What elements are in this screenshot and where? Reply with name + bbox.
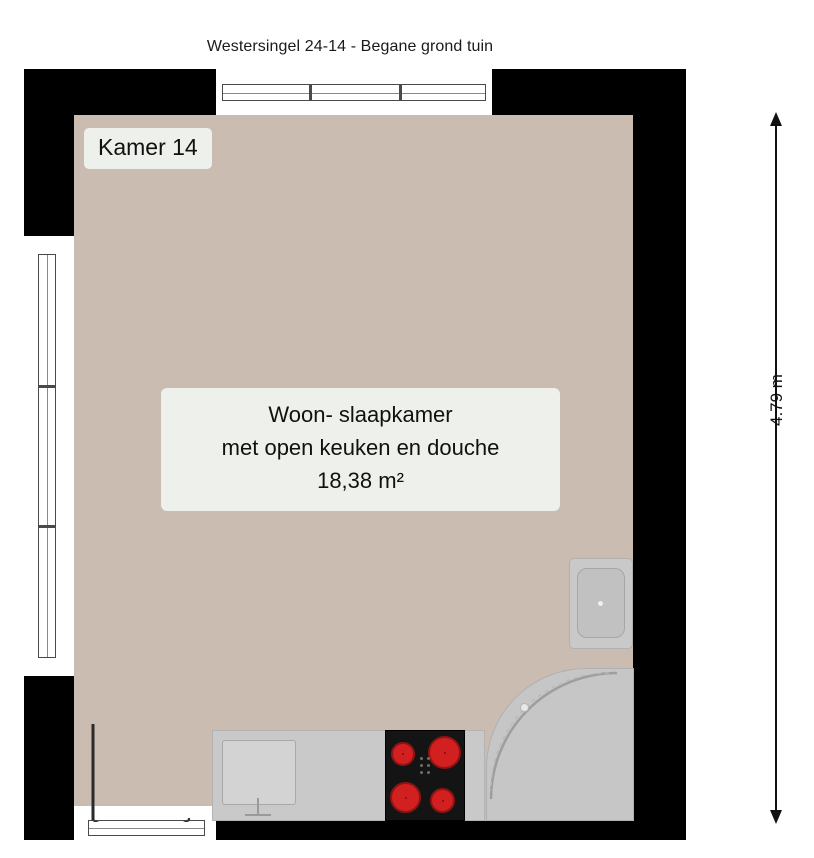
- window-top: [222, 84, 486, 101]
- cooktop-controls: [420, 757, 432, 777]
- sink-tap-base: [245, 814, 271, 816]
- room-area: 18,38 m²: [317, 468, 404, 493]
- window-bottom-pane-line: [89, 828, 204, 829]
- washbasin-drain-icon: [598, 601, 603, 606]
- cooktop-burner-bottom-right: [430, 788, 455, 813]
- cooktop-burner-bottom-left: [390, 782, 421, 813]
- room-name-line1: Woon- slaapkamer: [268, 402, 453, 427]
- window-top-mullion-2: [399, 85, 402, 100]
- dimension-label-vertical: 4.79 m: [767, 374, 786, 426]
- kitchen-sink: [222, 740, 296, 805]
- shower-screen-icon: [489, 671, 619, 801]
- door-swing-icon: [90, 722, 200, 822]
- dimension-arrow-vertical: [760, 112, 792, 824]
- window-left-mullion-2: [39, 525, 55, 528]
- shower-drain-icon: [520, 703, 529, 712]
- window-top-pane-line: [223, 93, 485, 94]
- window-left-pane-line: [47, 255, 48, 657]
- room-tag: Kamer 14: [84, 128, 212, 169]
- wall-right-segment: [633, 560, 686, 840]
- wall-bottom-segment: [343, 821, 633, 840]
- cooktop-burner-top-right: [428, 736, 461, 769]
- window-left: [38, 254, 56, 658]
- room-info-box: [161, 388, 560, 511]
- window-left-mullion-1: [39, 385, 55, 388]
- window-bottom: [88, 820, 205, 836]
- room-name-line2: met open keuken en douche: [221, 435, 500, 460]
- window-top-mullion-1: [309, 85, 312, 100]
- page-title: Westersingel 24-14 - Begane grond tuin: [206, 38, 494, 55]
- cooktop-burner-top-left: [391, 742, 415, 766]
